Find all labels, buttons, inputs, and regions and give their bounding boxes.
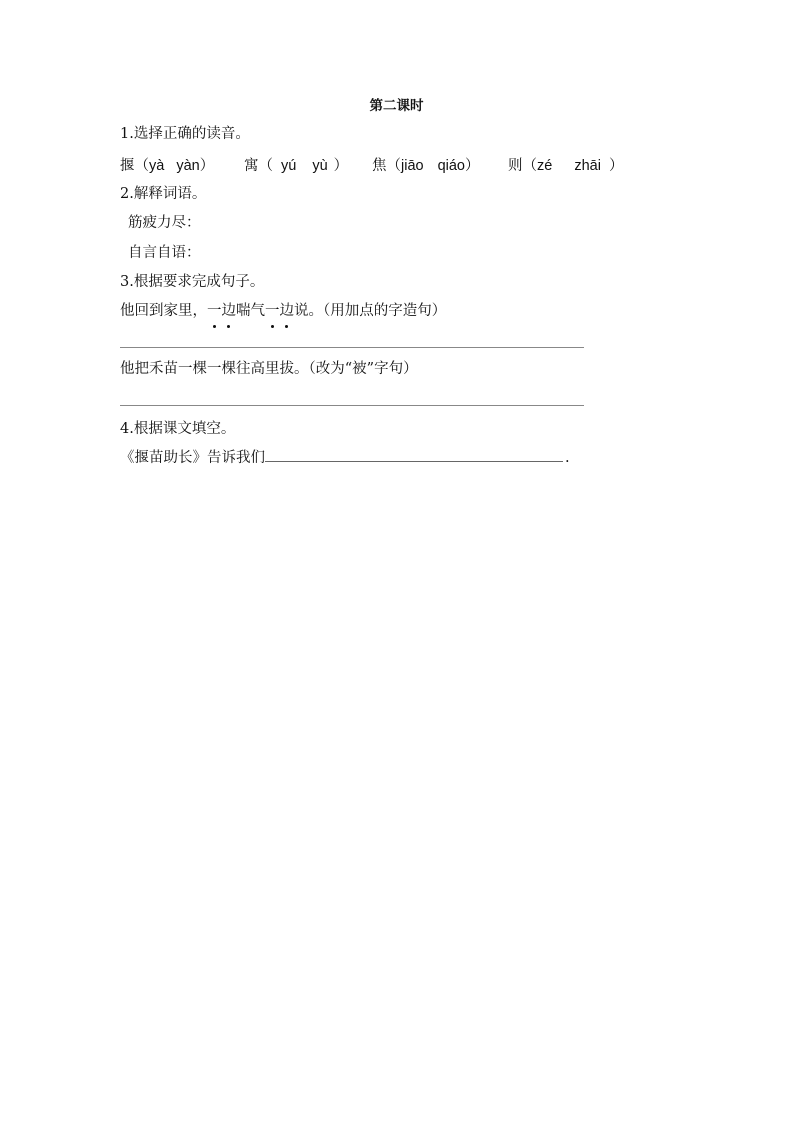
item-char: 则（ [508,158,537,174]
item-char: 揠（ [120,158,149,174]
pinyin-item-yu [244,156,348,176]
pinyin-option[interactable]: yù [312,158,328,174]
pinyin-item-ya [120,156,214,176]
item-close: ） [608,158,624,174]
item-close: ） [465,158,480,174]
pinyin-option[interactable]: jiāo [401,158,424,174]
pinyin-option[interactable]: yàn [176,158,200,174]
q2-word-2: 自言自语： [128,245,201,261]
item-char: 寓（ [244,158,273,174]
dotted-char: 边 [279,303,294,319]
pinyin-item-jiao [372,156,480,176]
pinyin-option[interactable]: zé [537,158,553,174]
sentence-text: 他回到家里， [120,303,207,319]
answer-line-1[interactable] [120,347,584,348]
q2-heading: 2.解释词语。 [120,186,207,202]
q3-heading: 3.根据要求完成句子。 [120,274,265,290]
sentence-text: 喘气 [236,303,265,319]
fill-blank[interactable] [265,446,563,462]
pinyin-option[interactable]: zhāi [574,158,601,174]
sentence-text: 说。（用加点的字造句） [294,303,447,319]
q3-sentence-1 [120,301,446,321]
dotted-char: 一 [265,303,280,319]
item-close: ） [333,158,349,174]
fill-prompt: 《揠苗助长》告诉我们 [120,450,265,466]
pinyin-option[interactable]: yà [149,158,165,174]
q2-word-1: 筋疲力尽： [128,215,201,231]
item-close: ） [199,158,215,174]
pinyin-option[interactable]: qiáo [437,158,465,174]
dotted-char: 一 [207,303,222,319]
dotted-char: 边 [221,303,236,319]
answer-line-2[interactable] [120,405,584,406]
pinyin-item-ze [508,156,623,176]
item-char: 焦（ [372,158,401,174]
fill-end: . [565,450,570,466]
page-title: 第二课时 [369,98,424,114]
q3-sentence-2: 他把禾苗一棵一棵往高里拔。（改为“被”字句） [120,361,418,377]
q4-fill-line [120,446,570,468]
q4-heading: 4.根据课文填空。 [120,421,236,437]
pinyin-option[interactable]: yú [281,158,297,174]
q1-heading: 1.选择正确的读音。 [120,126,250,142]
